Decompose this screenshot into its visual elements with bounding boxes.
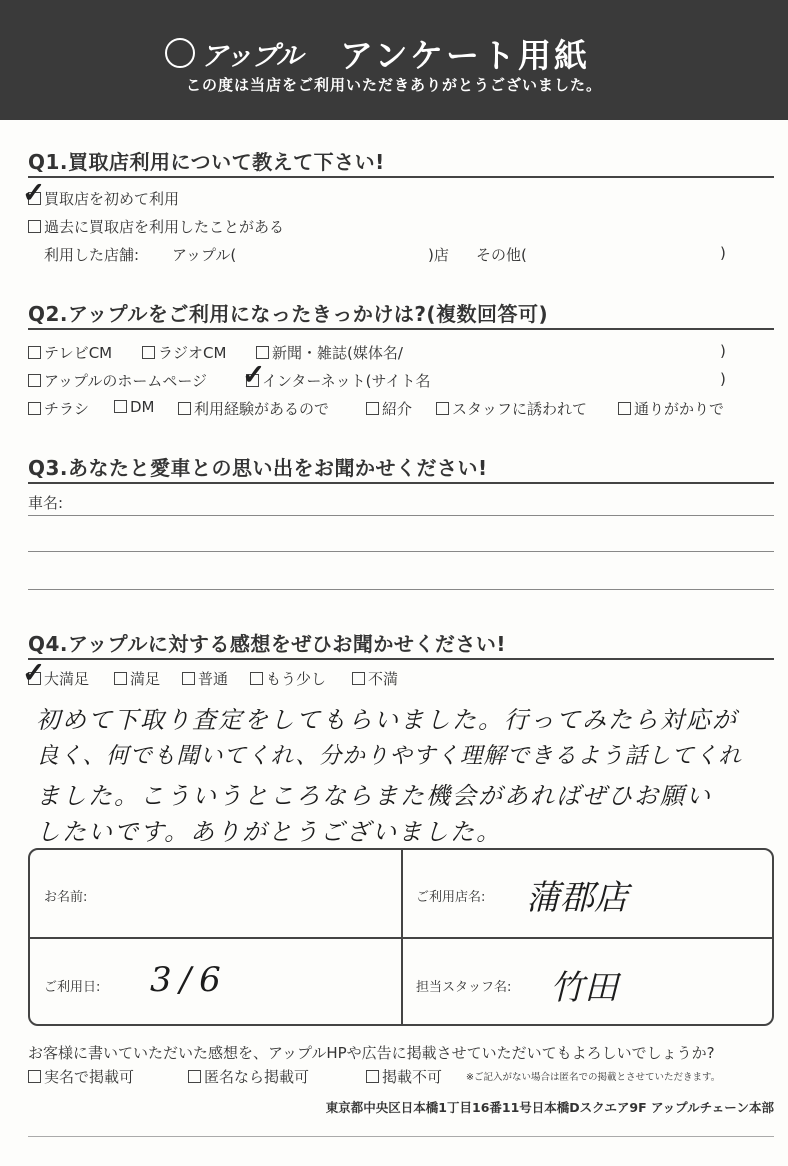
checkbox[interactable]: [178, 402, 191, 415]
store-name-label: ご利用店名:: [416, 890, 486, 905]
q2-option-staff[interactable]: スタッフに誘われて: [436, 398, 587, 419]
usage-date-label: ご利用日:: [44, 980, 101, 995]
staff-name-label: 担当スタッフ名:: [416, 980, 512, 995]
publish-option-anonymous[interactable]: 匿名なら掲載可: [188, 1066, 309, 1087]
checkbox[interactable]: [366, 1070, 379, 1083]
publish-option-no[interactable]: 掲載不可: [366, 1066, 442, 1087]
q2-option-passing[interactable]: 通りがかりで: [618, 398, 724, 419]
q1-heading: Q1.買取店利用について教えて下さい!: [28, 150, 385, 174]
info-divider: [401, 850, 403, 1024]
q4-heading: Q4.アップルに対する感想をぜひお聞かせください!: [28, 632, 506, 656]
q2-row1-close: ): [720, 342, 726, 360]
store-used-label: 利用した店舗:: [44, 246, 140, 264]
q2-heading: Q2.アップルをご利用になったきっかけは?(複数回答可): [28, 302, 549, 326]
writing-line: [28, 589, 774, 590]
handwritten-comment-line: 初めて下取り査定をしてもらいました。行ってみたら対応が: [36, 706, 738, 734]
checkbox[interactable]: [114, 400, 127, 413]
bottom-rule: [28, 1136, 774, 1137]
customer-info-box: [28, 848, 774, 1026]
q2-row2-close: ): [720, 370, 726, 388]
handwritten-comment-line: したいです。ありがとうございました。: [36, 818, 503, 846]
checkbox[interactable]: [28, 402, 41, 415]
q4-option-very-satisfied[interactable]: 大満足: [28, 668, 89, 689]
q3-rule: [28, 482, 774, 484]
usage-date-value: 3/6: [150, 960, 229, 1000]
q1-option-used-before[interactable]: 過去に買取店を利用したことがある: [28, 216, 284, 237]
company-address: 東京都中央区日本橋1丁目16番11号日本橋Dスクエア9F アップルチェーン本部: [325, 1100, 774, 1115]
checkbox[interactable]: [366, 402, 379, 415]
publish-permission-question: お客様に書いていただいた感想を、アップルHPや広告に掲載させていただいてもよろしいでしょうか?: [28, 1044, 715, 1062]
q2-option-dm[interactable]: DM: [114, 398, 155, 416]
checkbox[interactable]: [28, 346, 41, 359]
q2-option-tv[interactable]: テレビCM: [28, 342, 112, 363]
name-label: お名前:: [44, 890, 88, 905]
form-header: [0, 0, 788, 120]
publish-note: ※ご記入がない場合は匿名での掲載とさせていただきます。: [466, 1072, 721, 1083]
q3-heading: Q3.あなたと愛車との思い出をお聞かせください!: [28, 456, 488, 480]
checkbox[interactable]: [28, 220, 41, 233]
q2-option-newspaper[interactable]: 新聞・雑誌(媒体名/: [256, 342, 403, 363]
q4-rule: [28, 658, 774, 660]
q2-option-radio[interactable]: ラジオCM: [142, 342, 226, 363]
apple-store-prefix: アップル(: [172, 246, 237, 264]
store-name-value: 蒲郡店: [526, 878, 628, 918]
check-mark-icon: ✓: [242, 358, 266, 391]
q2-option-flyer[interactable]: チラシ: [28, 398, 89, 419]
apple-logo: [165, 34, 325, 74]
checkbox[interactable]: [28, 1070, 41, 1083]
q2-rule: [28, 328, 774, 330]
q4-option-satisfied[interactable]: 満足: [114, 668, 160, 689]
q1-rule: [28, 176, 774, 178]
q1-option-first-time[interactable]: 買取店を初めて利用: [28, 188, 179, 209]
checkbox[interactable]: [352, 672, 365, 685]
q4-option-dissatisfied[interactable]: 不満: [352, 668, 398, 689]
q4-option-average[interactable]: 普通: [182, 668, 228, 689]
q4-option-so-so[interactable]: もう少し: [250, 668, 326, 689]
form-subtitle: この度は当店をご利用いただきありがとうございました。: [185, 76, 602, 94]
other-store-prefix: その他(: [476, 246, 527, 264]
handwritten-comment-line: 良く、何でも聞いてくれ、分かりやすく理解できるよう話してくれ: [36, 743, 742, 769]
form-title: アンケート用紙: [340, 36, 591, 75]
q2-option-internet[interactable]: インターネット(サイト名: [246, 370, 430, 391]
other-store-suffix: ): [720, 244, 726, 262]
checkbox[interactable]: [188, 1070, 201, 1083]
q2-option-homepage[interactable]: アップルのホームページ: [28, 370, 207, 391]
checkbox[interactable]: [250, 672, 263, 685]
checkbox[interactable]: [28, 374, 41, 387]
logo-text: アップル: [201, 41, 303, 72]
publish-option-real-name[interactable]: 実名で掲載可: [28, 1066, 134, 1087]
checkbox[interactable]: [182, 672, 195, 685]
checkbox[interactable]: [618, 402, 631, 415]
handwritten-comment-line: ました。こういうところならまた機会があればぜひお願い: [36, 782, 712, 810]
checkbox[interactable]: [114, 672, 127, 685]
check-mark-icon: ✓: [22, 656, 46, 689]
checkbox[interactable]: [436, 402, 449, 415]
check-mark-icon: ✓: [22, 176, 46, 209]
apple-store-suffix: )店: [428, 246, 449, 264]
writing-line: [28, 515, 774, 516]
checkbox[interactable]: [142, 346, 155, 359]
writing-line: [28, 551, 774, 552]
staff-name-value: 竹田: [550, 968, 618, 1008]
q2-option-experience[interactable]: 利用経験があるので: [178, 398, 329, 419]
car-name-label: 車名:: [28, 494, 64, 512]
logo-badge-icon: [165, 38, 195, 68]
q2-option-referral[interactable]: 紹介: [366, 398, 412, 419]
